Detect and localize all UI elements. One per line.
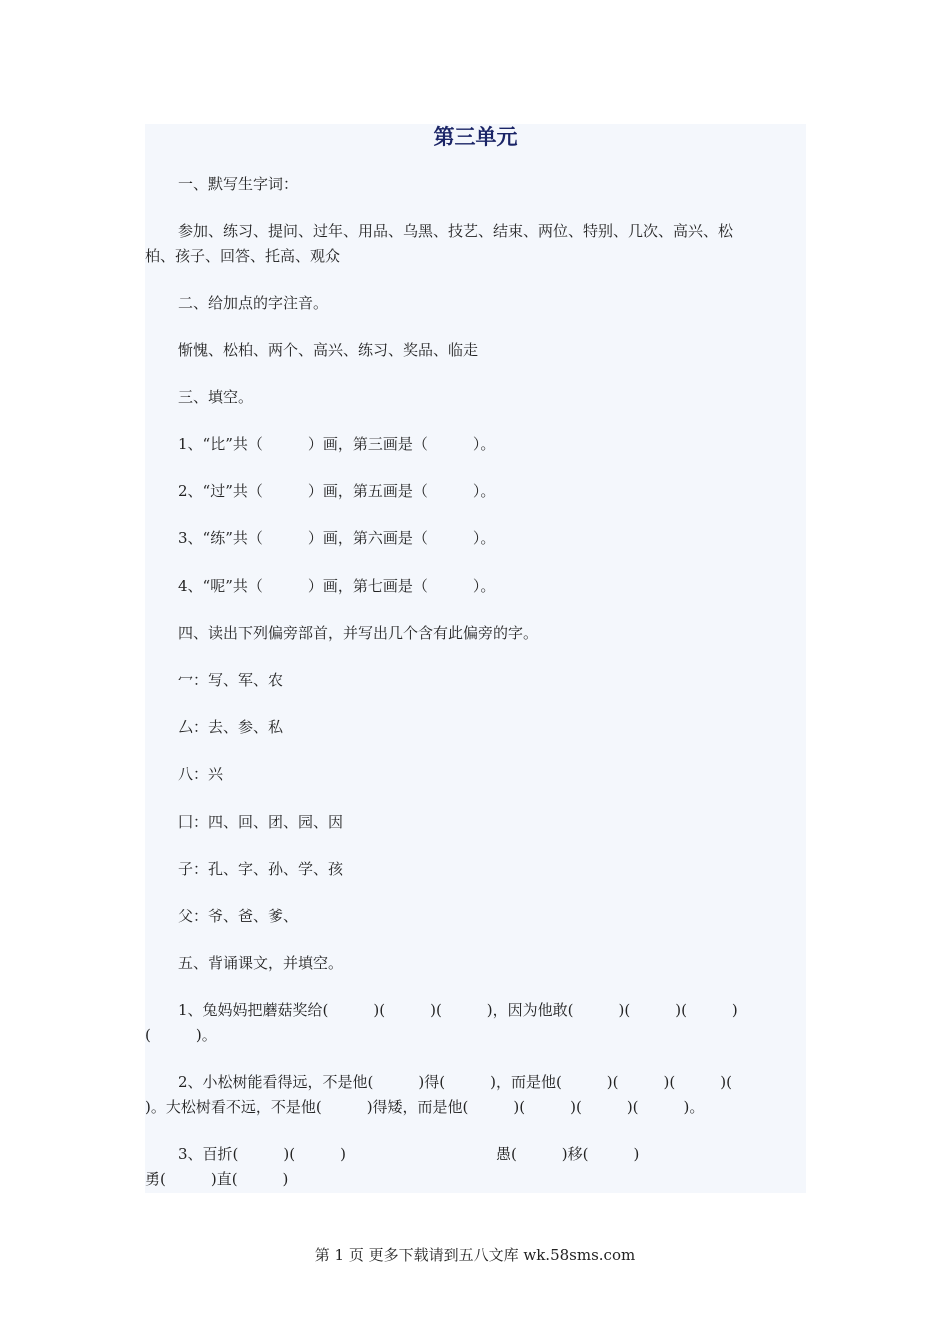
section-3-item-4: 4、“呢”共（ ）画，第七画是（ ）。 xyxy=(178,577,496,595)
page-title: 第三单元 xyxy=(433,124,518,149)
section-5-q3-line-2: 勇( )直( ) xyxy=(145,1170,289,1188)
section-5-q3-line-1: 3、百折( )( ) 愚( )移( ) xyxy=(178,1145,640,1163)
section-4-item-5: 子：孔、字、孙、学、孩 xyxy=(178,860,344,878)
section-1-line-2: 柏、孩子、回答、托高、观众 xyxy=(145,247,341,265)
section-4-item-6: 父：爷、爸、爹、 xyxy=(178,907,299,925)
section-4-item-4: 囗：四、回、团、园、因 xyxy=(178,813,344,831)
section-5-q2-line-1: 2、小松树能看得远，不是他( )得( )，而是他( )( )( )( xyxy=(178,1073,732,1091)
section-1-line-1: 参加、练习、提问、过年、用品、乌黑、技艺、结束、两位、特别、几次、高兴、松 xyxy=(178,222,734,240)
section-2-line: 惭愧、松柏、两个、高兴、练习、奖品、临走 xyxy=(178,341,479,359)
section-3-item-2: 2、“过”共（ ）画，第五画是（ ）。 xyxy=(178,482,496,500)
section-4-item-2: 厶：去、参、私 xyxy=(178,718,284,736)
section-3-item-3: 3、“练”共（ ）画，第六画是（ ）。 xyxy=(178,529,496,547)
section-5-q1-line-2: ( )。 xyxy=(145,1026,217,1044)
section-3-item-1: 1、“比”共（ ）画，第三画是（ ）。 xyxy=(178,435,496,453)
section-4-item-3: 八：兴 xyxy=(178,765,224,783)
section-2-heading: 二、给加点的字注音。 xyxy=(178,294,329,312)
section-5-q2-line-2: )。大松树看不远，不是他( )得矮，而是他( )( )( )( )。 xyxy=(145,1098,705,1116)
section-5-heading: 五、背诵课文，并填空。 xyxy=(178,954,344,972)
section-4-item-1: 冖：写、军、农 xyxy=(178,671,284,689)
section-4-heading: 四、读出下列偏旁部首，并写出几个含有此偏旁的字。 xyxy=(178,624,539,642)
section-1-heading: 一、默写生字词： xyxy=(178,175,299,193)
page-footer: 第 1 页 更多下载请到五八文库 wk.58sms.com xyxy=(314,1246,636,1264)
section-5-q1-line-1: 1、兔妈妈把蘑菇奖给( )( )( )，因为他敢( )( )( ) xyxy=(178,1001,738,1019)
section-3-heading: 三、填空。 xyxy=(178,388,254,406)
